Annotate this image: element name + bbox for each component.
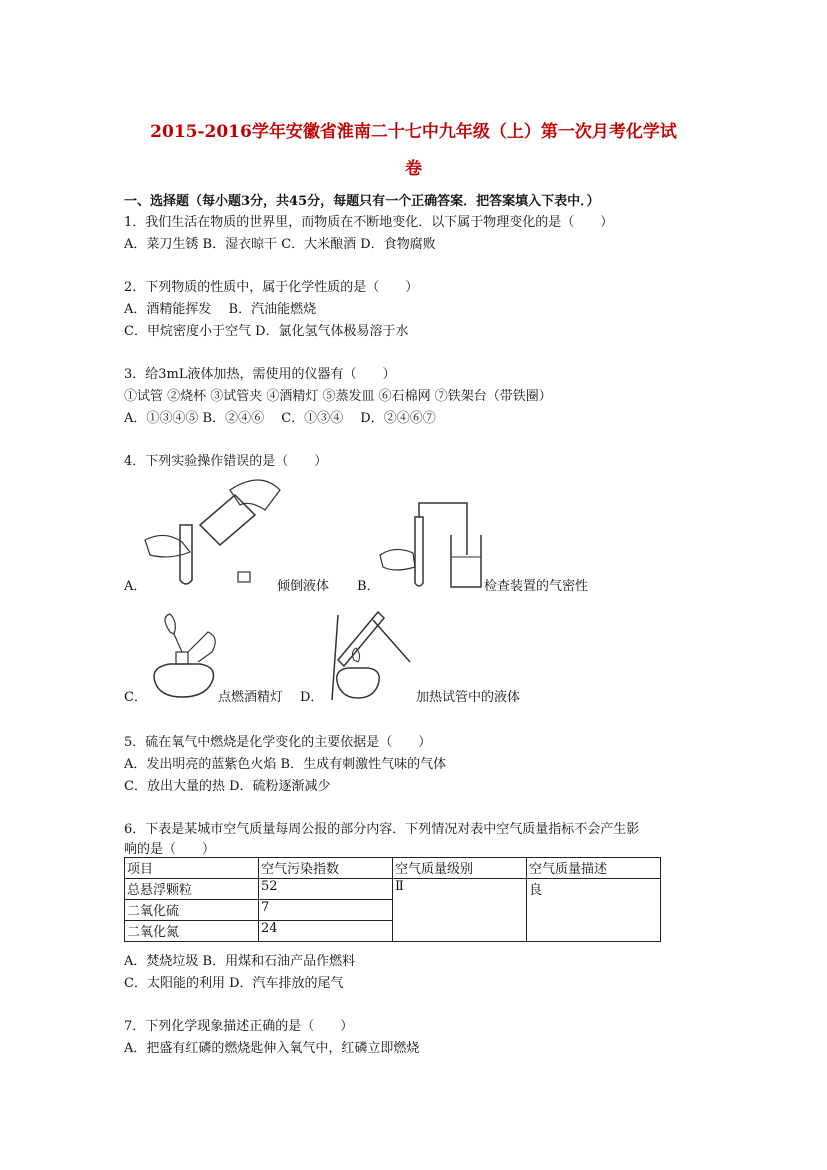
air-quality-table	[124, 857, 661, 942]
q1-options: A．菜刀生锈 B．湿衣晾干 C．大米酿酒 D．食物腐败	[124, 237, 436, 252]
pouring-liquid-figure	[140, 470, 290, 590]
q3-items: ①试管 ②烧杯 ③试管夹 ④酒精灯 ⑤蒸发皿 ⑥石棉网 ⑦铁架台（带铁圈）	[124, 389, 552, 404]
header-item: 项目	[125, 858, 259, 879]
header-index: 空气污染指数	[259, 858, 393, 879]
heating-test-tube-figure	[318, 600, 418, 705]
q5-stem: 5．硫在氧气中燃烧是化学变化的主要依据是（ ）	[124, 735, 432, 750]
row-index: 24	[259, 921, 393, 942]
q6-stem-line2: 响的是（ ）	[124, 842, 216, 857]
q5-options-cd: C．放出大量的热 D．硫粉逐渐减少	[124, 779, 331, 794]
q4-c-letter: C．	[124, 690, 147, 705]
q2-options-cd: C．甲烷密度小于空气 D．氯化氢气体极易溶于水	[124, 324, 409, 339]
q4-stem: 4．下列实验操作错误的是（ ）	[124, 454, 328, 469]
row-item: 总悬浮颗粒	[125, 879, 259, 900]
q2-options-ab: A．酒精能挥发 B．汽油能燃烧	[124, 302, 317, 317]
q3-stem: 3．给3mL液体加热，需使用的仪器有（ ）	[124, 367, 396, 382]
header-description: 空气质量描述	[527, 858, 661, 879]
q4-c-caption: 点燃酒精灯	[218, 690, 284, 705]
q2-stem: 2．下列物质的性质中，属于化学性质的是（ ）	[124, 280, 419, 295]
table-header-row	[125, 858, 661, 879]
q7-option-a: A．把盛有红磷的燃烧匙伸入氧气中，红磷立即燃烧	[124, 1041, 420, 1056]
header-level: 空气质量级别	[393, 858, 527, 879]
q7-stem: 7．下列化学现象描述正确的是（ ）	[124, 1019, 354, 1034]
q4-d-letter: D．	[300, 690, 324, 705]
exam-title-line2: 卷	[405, 159, 422, 179]
section-heading: 一、选择题（每小题3分，共45分，每题只有一个正确答案．把答案填入下表中．）	[124, 194, 600, 209]
row-item: 二氧化硫	[125, 900, 259, 921]
alcohol-lamp-figure	[140, 612, 230, 707]
q3-options: A．①③④⑤ B．②④⑥ C．①③④ D．②④⑥⑦	[124, 411, 436, 426]
q4-a-letter: A．	[124, 579, 147, 594]
q4-b-letter: B．	[357, 579, 380, 594]
air-quality-level: Ⅱ	[393, 879, 527, 942]
exam-title-line1: 2015-2016学年安徽省淮南二十七中九年级（上）第一次月考化学试	[150, 122, 677, 142]
q6-options-ab: A．焚烧垃圾 B．用煤和石油产品作燃料	[124, 954, 356, 969]
table-row	[125, 879, 661, 900]
q4-d-caption: 加热试管中的液体	[416, 690, 521, 705]
q4-a-caption: 倾倒液体	[277, 579, 330, 594]
row-index: 7	[259, 900, 393, 921]
q1-stem: 1．我们生活在物质的世界里，而物质在不断地变化．以下属于物理变化的是（ ）	[124, 215, 614, 230]
airtightness-check-figure	[375, 495, 485, 590]
q5-options-ab: A．发出明亮的蓝紫色火焰 B．生成有刺激性气味的气体	[124, 757, 447, 772]
q6-stem-line1: 6．下表是某城市空气质量每周公报的部分内容．下列情况对表中空气质量指标不会产生影	[124, 822, 640, 837]
air-quality-description: 良	[527, 879, 661, 942]
q4-b-caption: 检查装置的气密性	[484, 579, 589, 594]
q6-options-cd: C．太阳能的利用 D．汽车排放的尾气	[124, 976, 344, 991]
row-index: 52	[259, 879, 393, 900]
row-item: 二氧化氮	[125, 921, 259, 942]
